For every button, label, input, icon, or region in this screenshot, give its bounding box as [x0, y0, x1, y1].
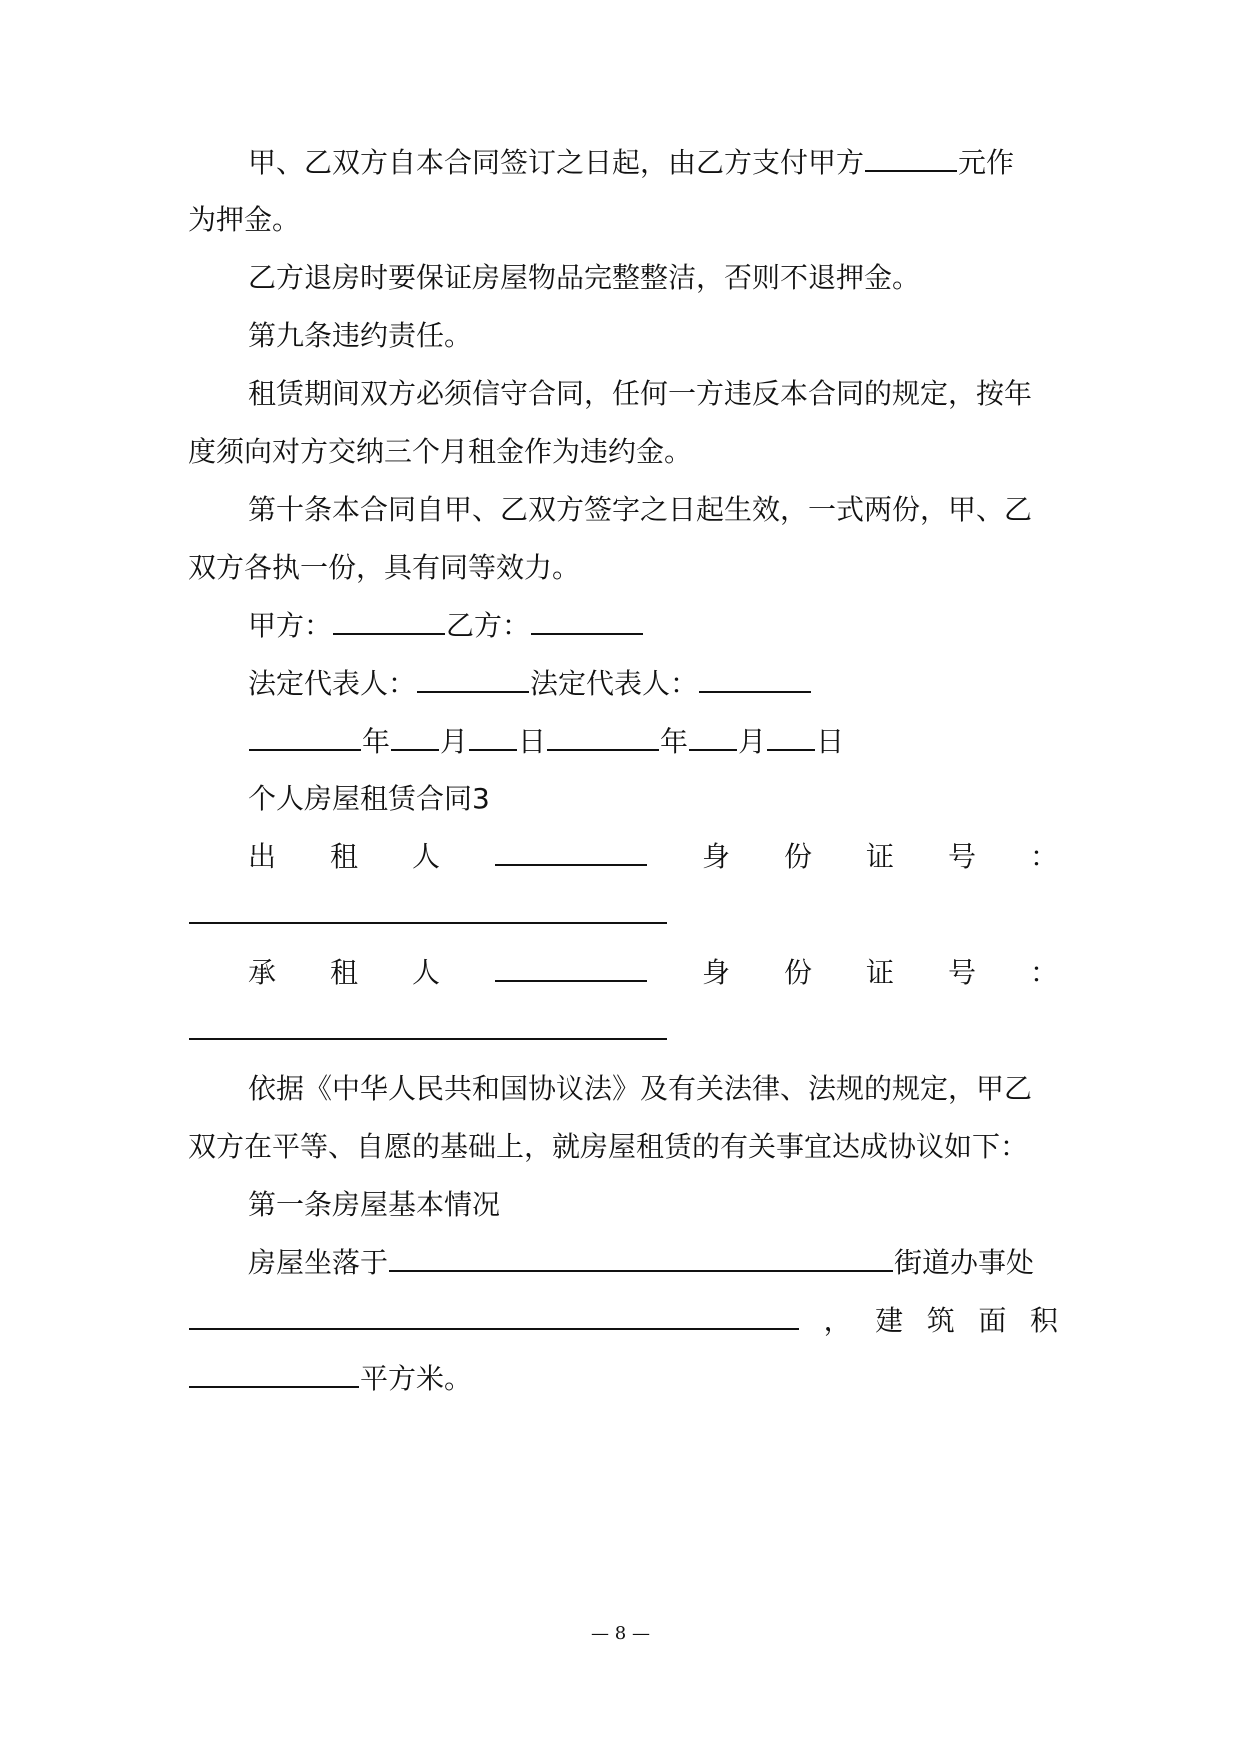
area-label-char: 面: [978, 1304, 1007, 1337]
id-label-colon: ：: [1029, 956, 1058, 989]
page-number: — 8 —: [591, 1623, 650, 1644]
party-b-label: 乙方：: [446, 609, 531, 642]
article1-heading: 第一条房屋基本情况: [248, 1188, 501, 1221]
month-label: 月: [440, 725, 469, 758]
id-label-char: 号: [947, 840, 976, 873]
legal-rep-a-blank[interactable]: [417, 665, 529, 693]
location-blank[interactable]: [389, 1244, 893, 1272]
location-prefix: 房屋坐落于: [248, 1246, 389, 1279]
deposit-line-1: [248, 143, 1058, 183]
lessor-id-line: [188, 895, 1058, 935]
party-a-blank[interactable]: [333, 607, 445, 635]
legal-rep-row: [248, 664, 1058, 704]
id-label-char: 证: [865, 956, 894, 989]
location-line: [248, 1243, 1058, 1283]
checkout-rule: 乙方退房时要保证房屋物品完整整洁，否则不退押金。: [248, 261, 921, 294]
basis-line-1: 依据《中华人民共和国协议法》及有关法律、法规的规定，甲乙: [248, 1072, 1033, 1105]
day-label: 日: [518, 725, 547, 758]
article9-heading: 第九条违约责任。: [248, 319, 473, 352]
legal-rep-b-label: 法定代表人：: [530, 667, 699, 700]
area-comma: ，: [823, 1304, 852, 1337]
contract3-title: 个人房屋租赁合同3: [248, 782, 490, 815]
article9-line-2: 度须向对方交纳三个月租金作为违约金。: [188, 435, 693, 468]
lessee-id-line: [188, 1011, 1058, 1051]
article9-line-1: 租赁期间双方必须信守合同，任何一方违反本合同的规定，按年: [248, 377, 1033, 410]
date-a-year-blank[interactable]: [249, 723, 361, 751]
id-label-char: 号: [947, 956, 976, 989]
date-row: [248, 722, 1058, 762]
deposit-text-tail: 元作: [958, 146, 1015, 179]
party-a-label: 甲方：: [248, 609, 333, 642]
id-label-char: 身: [701, 956, 730, 989]
year-label: 年: [660, 725, 689, 758]
area-value-blank[interactable]: [189, 1360, 359, 1388]
lessee-id-blank[interactable]: [189, 1012, 667, 1040]
area-unit: 平方米。: [360, 1362, 473, 1395]
lessee-label-char: 租: [330, 956, 359, 989]
area-value-line: [188, 1359, 1058, 1399]
year-label: 年: [362, 725, 391, 758]
id-label-char: 份: [783, 840, 812, 873]
deposit-amount-blank[interactable]: [865, 144, 957, 172]
area-line: [188, 1301, 1058, 1341]
area-label-char: 建: [875, 1304, 904, 1337]
deposit-line-2: 为押金。: [188, 203, 301, 236]
lessor-id-blank[interactable]: [189, 896, 667, 924]
area-label-char: 筑: [926, 1304, 955, 1337]
lessor-label-char: 出: [248, 840, 277, 873]
id-label-char: 身: [701, 840, 730, 873]
lessor-row: [248, 837, 1058, 877]
legal-rep-a-label: 法定代表人：: [248, 667, 417, 700]
date-b-day-blank[interactable]: [767, 723, 815, 751]
lessee-label-char: 承: [248, 956, 277, 989]
lessor-name-blank[interactable]: [495, 838, 647, 866]
legal-rep-b-blank[interactable]: [699, 665, 811, 693]
area-label-char: 积: [1029, 1304, 1058, 1337]
date-a-day-blank[interactable]: [469, 723, 517, 751]
lessee-row: [248, 953, 1058, 993]
party-b-blank[interactable]: [531, 607, 643, 635]
location-suffix: 街道办事处: [894, 1246, 1035, 1279]
id-label-char: 份: [783, 956, 812, 989]
lessor-label-char: 人: [412, 840, 441, 873]
street-office-blank[interactable]: [189, 1302, 799, 1330]
article10-line-1: 第十条本合同自甲、乙双方签字之日起生效，一式两份，甲、乙: [248, 493, 1033, 526]
lessee-name-blank[interactable]: [495, 954, 647, 982]
basis-line-2: 双方在平等、自愿的基础上，就房屋租赁的有关事宜达成协议如下：: [188, 1130, 1029, 1163]
article10-line-2: 双方各执一份，具有同等效力。: [188, 551, 581, 584]
date-b-year-blank[interactable]: [547, 723, 659, 751]
lessee-label-char: 人: [412, 956, 441, 989]
day-label: 日: [816, 725, 845, 758]
month-label: 月: [738, 725, 767, 758]
party-signature-row: [248, 606, 1058, 646]
id-label-char: 证: [865, 840, 894, 873]
deposit-text: 甲、乙双方自本合同签订之日起，由乙方支付甲方: [248, 146, 865, 179]
date-b-month-blank[interactable]: [689, 723, 737, 751]
id-label-colon: ：: [1029, 840, 1058, 873]
lessor-label-char: 租: [330, 840, 359, 873]
date-a-month-blank[interactable]: [391, 723, 439, 751]
